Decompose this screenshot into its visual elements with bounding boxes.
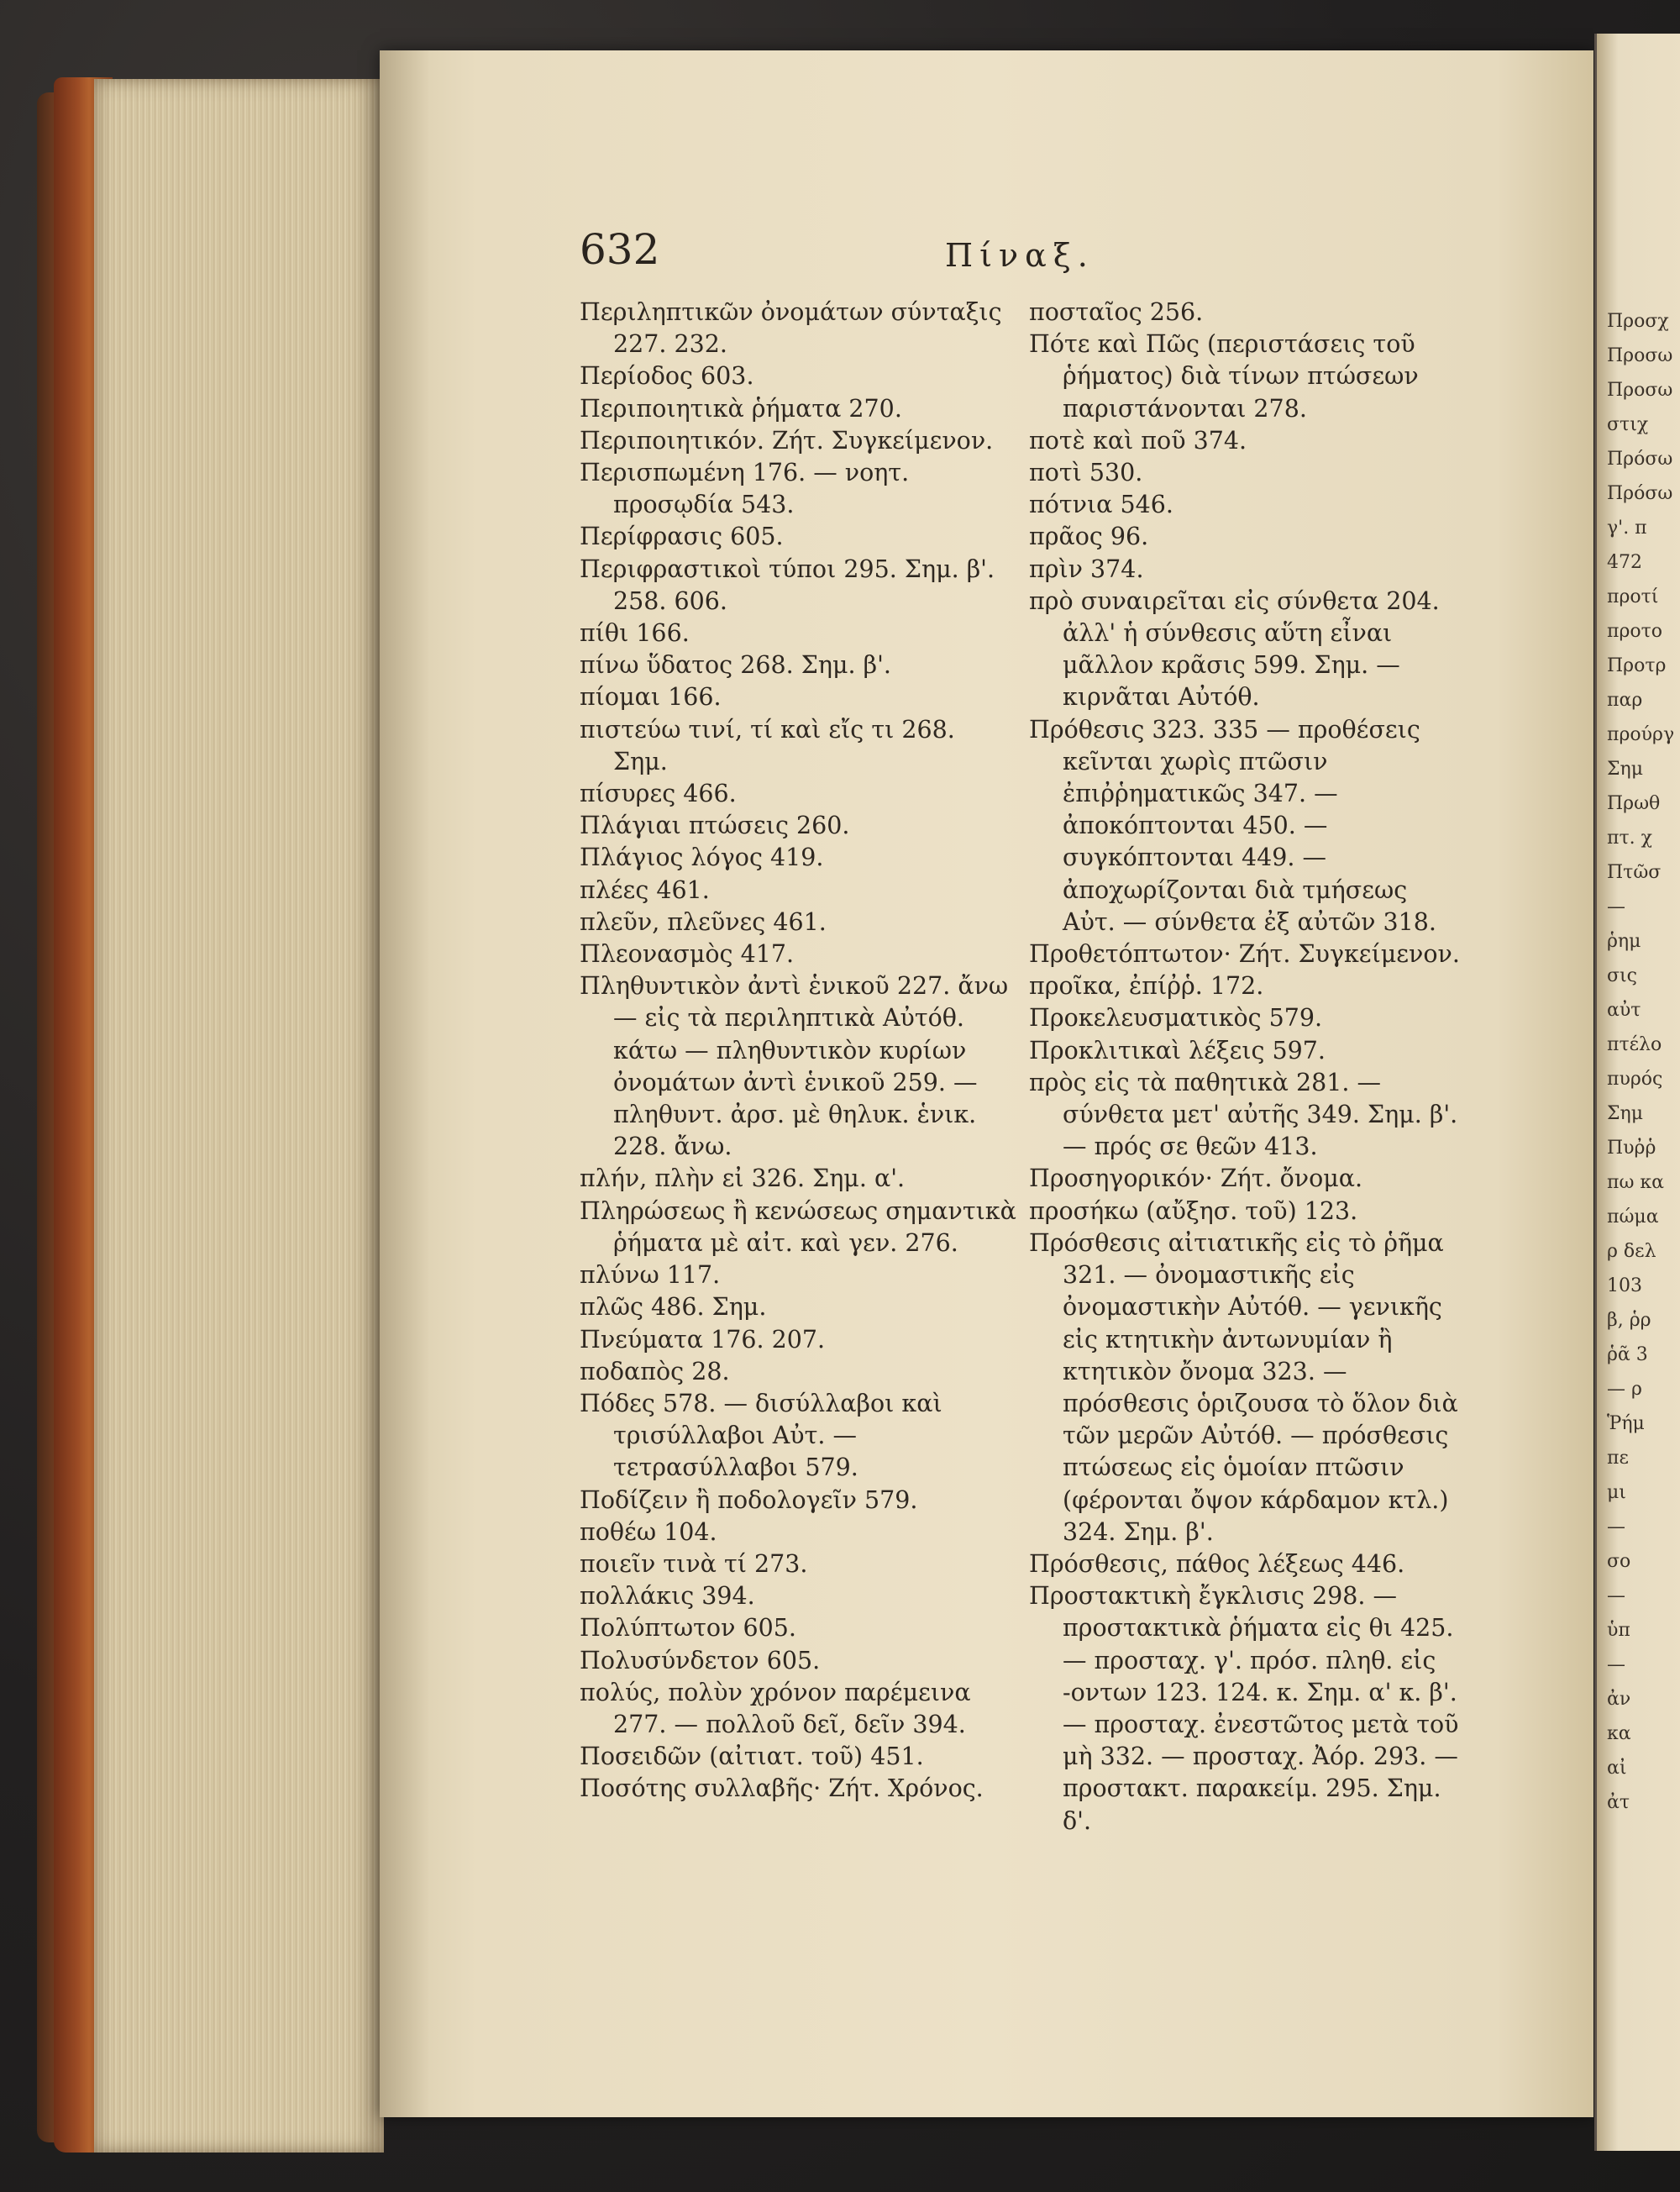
index-entry: πίσυρες 466. bbox=[580, 780, 737, 808]
next-page-text-fragment: — bbox=[1607, 1585, 1625, 1606]
next-page-text-fragment: πτέλο bbox=[1607, 1034, 1662, 1055]
next-page-text-fragment: παρ bbox=[1607, 690, 1643, 711]
next-page-text-fragment: προτί bbox=[1607, 586, 1659, 607]
index-entry: Πλάγιαι πτώσεις 260. bbox=[580, 812, 850, 840]
page-fold-shadow bbox=[380, 50, 430, 2117]
index-entry: ποτὶ 530. bbox=[1029, 459, 1143, 487]
index-entry: Προθετόπτωτον· Ζήτ. Συγκείμενον. bbox=[1029, 940, 1460, 969]
index-entry: Πότε καὶ Πῶς (περιστάσεις τοῦ ῥήματος) διὰ τίνων πτώσεων παριστάνονται 278. bbox=[1029, 330, 1419, 423]
next-page-text-fragment: Προσω bbox=[1607, 380, 1673, 401]
index-entry: πρᾶος 96. bbox=[1029, 523, 1149, 551]
index-entry: προῖκα, ἐπίῤῥ. 172. bbox=[1029, 972, 1264, 1001]
index-entry: Προκελευσματικὸς 579. bbox=[1029, 1004, 1323, 1033]
index-entry: προσήκω (αὔξησ. τοῦ) 123. bbox=[1029, 1196, 1358, 1225]
index-entry: Περισπωμένη 176. — νοητ. προσῳδία 543. bbox=[580, 459, 910, 519]
page-number: 632 bbox=[580, 225, 660, 274]
index-entry: Περιποιητικόν. Ζήτ. Συγκείμενον. bbox=[580, 426, 994, 455]
index-entry: πρὸς εἰς τὰ παθητικὰ 281. — σύνθετα μετ' αὐτῆς 349. Σημ. β'. — πρός σε θεῶν 413. bbox=[1029, 1068, 1458, 1161]
index-entry: πίθι 166. bbox=[580, 619, 690, 648]
next-page-text-fragment: Πρωθ bbox=[1607, 793, 1661, 814]
next-page-text-fragment: ρ δελ bbox=[1607, 1241, 1656, 1262]
index-entry: πλύνω 117. bbox=[580, 1261, 721, 1290]
next-page-text-fragment: Προσω bbox=[1607, 345, 1673, 366]
index-entry: πρὸ συναιρεῖται εἰς σύνθετα 204. ἀλλ' ἡ σύνθεσις αὕτη εἶναι μᾶλλον κρᾶσις 599. Σημ. — κιρνᾶται Αὐτόθ. bbox=[1029, 586, 1440, 712]
next-page-text-fragment: 103 bbox=[1607, 1275, 1642, 1296]
next-page-text-fragment: Σημ bbox=[1607, 759, 1644, 780]
next-page-text-fragment: γ'. π bbox=[1607, 518, 1647, 539]
index-entry: Ποσειδῶν (αἰτιατ. τοῦ) 451. bbox=[580, 1743, 924, 1771]
index-entry: πλήν, πλὴν εἰ 326. Σημ. α'. bbox=[580, 1164, 906, 1193]
index-entry: Προστακτικὴ ἔγκλισις 298. — προστακτικὰ ῥήματα εἰς θι 425. — προσταχ. γ'. πρόσ. πληθ. εἰς -οντων 123. 124. κ. Σημ. α' κ. β'. — προσταχ. ἐνεστῶτος μετὰ τοῦ μὴ 332. — προσταχ. Ἀόρ. 293. — προστακτ. παρακείμ. 295. Σημ. δ'. bbox=[1029, 1582, 1459, 1835]
next-page-text-fragment: ῥᾶ 3 bbox=[1607, 1344, 1648, 1365]
next-page-text-fragment: πω κα bbox=[1607, 1172, 1664, 1193]
next-page-text-fragment: στιχ bbox=[1607, 414, 1649, 435]
next-page-text-fragment: πτ. χ bbox=[1607, 828, 1652, 849]
next-page-text-fragment: σις bbox=[1607, 965, 1637, 986]
next-page-text-fragment: σο bbox=[1607, 1551, 1631, 1572]
index-entry: Ποδίζειν ἢ ποδολογεῖν 579. bbox=[580, 1485, 918, 1514]
next-page-text-fragment: πυρός bbox=[1607, 1069, 1663, 1090]
next-page-text-fragment: αἰ bbox=[1607, 1758, 1627, 1779]
index-column-right bbox=[1029, 297, 1466, 1837]
next-page-text-fragment: Πρόσω bbox=[1607, 449, 1673, 470]
next-page-text-fragment: πε bbox=[1607, 1448, 1629, 1469]
index-entry: Πόδες 578. — δισύλλαβοι καὶ τρισύλλαβοι Αὐτ. — τετρασύλλαβοι 579. bbox=[580, 1389, 942, 1482]
next-page-text-fragment: Ῥήμ bbox=[1607, 1413, 1645, 1434]
index-entry: Περίοδος 603. bbox=[580, 362, 754, 391]
index-entry: πρὶν 374. bbox=[1029, 555, 1144, 583]
index-entry: ποτὲ καὶ ποῦ 374. bbox=[1029, 426, 1247, 455]
next-page-edge bbox=[1594, 34, 1680, 2151]
index-entry: Πνεύματα 176. 207. bbox=[580, 1325, 826, 1354]
index-entry: Περιληπτικῶν ὀνομάτων σύνταξις 227. 232. bbox=[580, 298, 1002, 359]
index-entry: Πρόθεσις 323. 335 — προθέσεις κεῖνται χωρὶς πτῶσιν ἐπιῤῥηματικῶς 347. — ἀποκόπτονται 450. — συγκόπτονται 449. — ἀποχωρίζονται διὰ τμήσεως Αὐτ. — σύνθετα ἐξ αὐτῶν 318. bbox=[1029, 715, 1436, 936]
index-entry: πιστεύω τινί, τί καὶ εἴς τι 268. Σημ. bbox=[580, 715, 955, 775]
next-page-text-fragment: ἀτ bbox=[1607, 1792, 1630, 1813]
index-entry: πολύς, πολὺν χρόνον παρέμεινα 277. — πολλοῦ δεῖ, δεῖν 394. bbox=[580, 1678, 971, 1738]
index-entry: πότνια 546. bbox=[1029, 491, 1173, 519]
index-entry: Πρόσθεσις, πάθος λέξεως 446. bbox=[1029, 1549, 1405, 1578]
index-entry: Πολύπτωτον 605. bbox=[580, 1614, 796, 1643]
index-entry: Πληθυντικὸν ἀντὶ ἑνικοῦ 227. ἄνω — εἰς τὰ περιληπτικὰ Αὐτόθ. κάτω — πληθυντικὸν κυρίων ὀνομάτων ἀντὶ ἑνικοῦ 259. — πληθυντ. ἀρσ. μὲ θηλυκ. ἑνικ. 228. ἄνω. bbox=[580, 972, 1009, 1161]
next-page-text-fragment: αὐτ bbox=[1607, 1000, 1641, 1021]
next-page-text-fragment: Προτρ bbox=[1607, 655, 1667, 676]
next-page-text-fragment: κα bbox=[1607, 1723, 1631, 1744]
index-entry: Προκλιτικαὶ λέξεις 597. bbox=[1029, 1036, 1326, 1064]
next-page-text-fragment: Προσχ bbox=[1607, 311, 1669, 332]
index-entry: Πολυσύνδετον 605. bbox=[580, 1646, 821, 1674]
next-page-text-fragment: προτο bbox=[1607, 621, 1663, 642]
next-page-text-fragment: πώμα bbox=[1607, 1206, 1659, 1227]
index-entry: πλέες 461. bbox=[580, 875, 710, 904]
index-entry: ποθέω 104. bbox=[580, 1517, 717, 1546]
next-page-text-fragment: ἀν bbox=[1607, 1689, 1631, 1710]
index-entry: Ποσότης συλλαβῆς· Ζήτ. Χρόνος. bbox=[580, 1774, 984, 1803]
next-page-text-fragment: 472 bbox=[1607, 552, 1642, 573]
page-fore-edge bbox=[94, 79, 384, 2153]
next-page-text-fragment: Πτῶσ bbox=[1607, 862, 1662, 883]
next-page-text-fragment: μι bbox=[1607, 1482, 1626, 1503]
next-page-text-fragment: ὑπ bbox=[1607, 1620, 1630, 1641]
next-page-text-fragment: β, ῥρ bbox=[1607, 1310, 1651, 1331]
index-entry: Περιφραστικοὶ τύποι 295. Σημ. β'. 258. 606. bbox=[580, 555, 995, 615]
index-column-left bbox=[580, 297, 1016, 1806]
next-page-text-fragment: — bbox=[1607, 1654, 1625, 1675]
index-entry: Προσηγορικόν· Ζήτ. ὄνομα. bbox=[1029, 1164, 1363, 1193]
next-page-text-fragment: — ρ bbox=[1607, 1379, 1642, 1400]
next-page-text-fragment: Πυῤῥ bbox=[1607, 1138, 1656, 1159]
index-entry: Πρόσθεσις αἰτιατικῆς εἰς τὸ ῥῆμα 321. — ὀνομαστικῆς εἰς ὀνομαστικὴν Αὐτόθ. — γενικῆς εἰς κτητικὴν ἀντωνυμίαν ἢ κτητικὸν ὄνομα 323. — πρόσθεσις ὁριζουσα τὸ ὅλον διὰ τῶν μερῶν Αὐτόθ. — πρόσθεσις πτώσεως εἰς ὁμοίαν πτῶσιν (φέρονται ὄψον κάρδαμον κτλ.) 324. Σημ. β'. bbox=[1029, 1228, 1458, 1546]
index-entry: πίνω ὕδατος 268. Σημ. β'. bbox=[580, 651, 891, 680]
next-page-text-fragment: Πρόσω bbox=[1607, 483, 1673, 504]
index-entry: πίομαι 166. bbox=[580, 683, 722, 712]
index-entry: πλεῦν, πλεῦνες 461. bbox=[580, 907, 827, 936]
index-entry: ποσταῖος 256. bbox=[1029, 298, 1204, 326]
next-page-text-fragment: — bbox=[1607, 896, 1625, 917]
next-page-text-fragment: ῥημ bbox=[1607, 931, 1641, 952]
index-entry: Πλεονασμὸς 417. bbox=[580, 940, 795, 969]
next-page-text-fragment: — bbox=[1607, 1517, 1625, 1538]
index-entry: Πλάγιος λόγος 419. bbox=[580, 844, 824, 872]
index-entry: ποιεῖν τινὰ τί 273. bbox=[580, 1549, 808, 1578]
index-entry: πλῶς 486. Σημ. bbox=[580, 1293, 767, 1322]
next-page-text-fragment: Σημ bbox=[1607, 1103, 1644, 1124]
index-entry: πολλάκις 394. bbox=[580, 1582, 755, 1611]
index-entry: Περιποιητικὰ ῥήματα 270. bbox=[580, 394, 902, 423]
index-entry: ποδαπὸς 28. bbox=[580, 1357, 730, 1385]
page-title: Πίναξ. bbox=[945, 237, 1095, 274]
next-page-text-fragment: προύργ bbox=[1607, 724, 1675, 745]
index-entry: Περίφρασις 605. bbox=[580, 523, 784, 551]
index-entry: Πληρώσεως ἢ κενώσεως σημαντικὰ ῥήματα μὲ αἰτ. καὶ γεν. 276. bbox=[580, 1196, 1016, 1257]
